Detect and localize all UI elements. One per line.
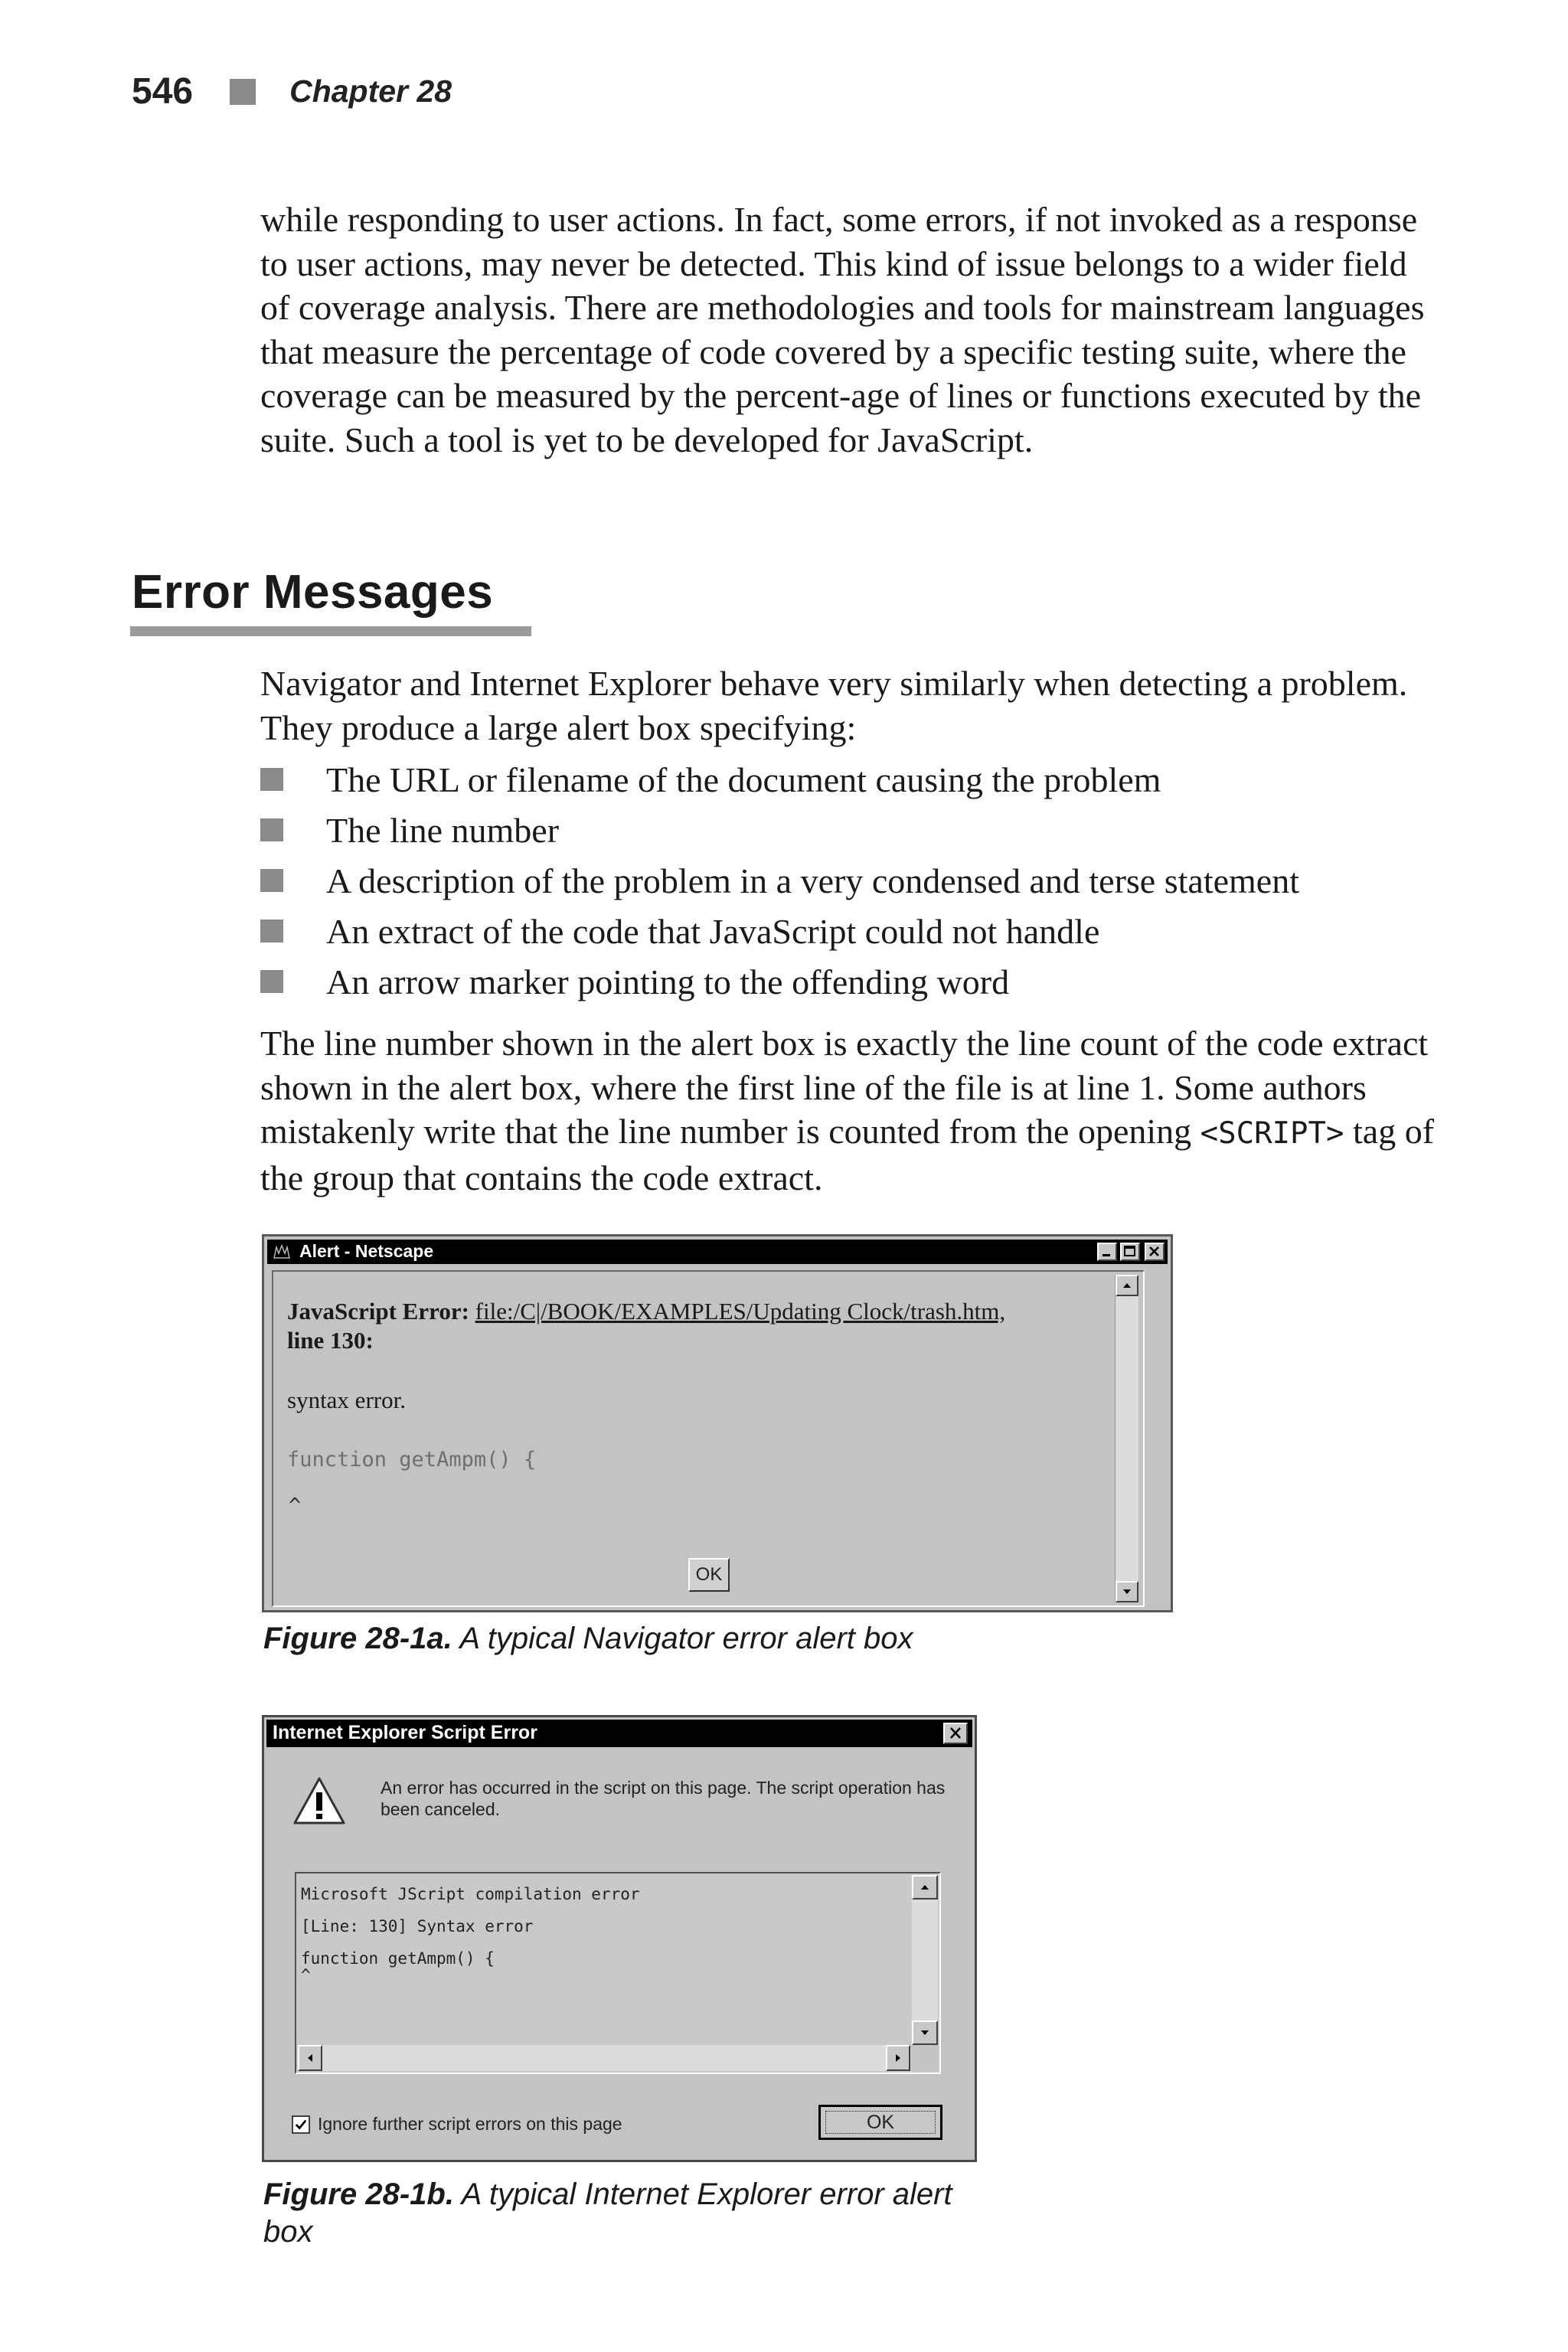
list-item-text: An arrow marker pointing to the offending word [326,962,1010,1001]
list-item [260,805,1455,855]
figure-caption [263,2176,998,2251]
arrow-down-icon [913,2022,936,2043]
bullet-square-icon [260,920,283,942]
ok-button-label: OK [825,2111,936,2134]
error-details-box[interactable] [295,1872,941,2074]
arrow-up-icon [1117,1276,1137,1295]
navigator-alert-body [272,1270,1145,1607]
list-item-text: An extract of the code that JavaScript could not handle [326,911,1100,951]
list-item [260,956,1455,1007]
scroll-up-button[interactable] [1116,1275,1138,1296]
scroll-down-button[interactable] [912,2020,938,2045]
header-square-icon [230,79,256,105]
scroll-right-button[interactable] [886,2045,910,2071]
bullet-square-icon [260,869,283,892]
figure-caption-text: A typical Internet Explorer error alert box [263,2177,952,2249]
close-icon [1146,1244,1163,1259]
ie-script-error-window [262,1715,977,2162]
minimize-button[interactable] [1097,1243,1117,1261]
heading-underline [130,626,531,636]
chapter-label: Chapter 28 [289,74,452,109]
details-line: function getAmpm() { [301,1949,495,1968]
arrow-up-icon [913,1877,936,1898]
navigator-window-title: Alert - Netscape [299,1241,434,1261]
warning-icon [292,1774,347,1829]
close-button[interactable] [943,1723,968,1744]
list-item-text: A description of the problem in a very condensed and terse statement [326,861,1299,900]
list-item-text: The URL or filename of the document causing the problem [326,760,1161,799]
details-line: Microsoft JScript compilation error [301,1885,640,1903]
code-extract: function getAmpm() { [287,1448,537,1472]
vertical-scrollbar[interactable] [1115,1275,1138,1602]
netscape-app-icon [272,1243,292,1261]
close-icon [945,1724,966,1743]
bullet-square-icon [260,768,283,791]
error-label: JavaScript Error: [287,1298,469,1325]
paragraph-text: tag of the group that contains the code extract. [260,1112,1435,1197]
section-heading: Error Messages [132,566,494,619]
arrow-down-icon [1117,1583,1137,1601]
list-item [260,754,1455,805]
navigator-alert-window [262,1234,1173,1612]
horizontal-scrollbar[interactable] [298,2045,910,2071]
figure-label: Figure 28-1b. [263,2177,454,2211]
ie-error-message: An error has occurred in the script on this page. The script operation has been canceled. [381,1778,946,1819]
error-details-text [301,1883,640,1987]
list-item-text: The line number [326,810,560,850]
error-message: syntax error. [287,1387,406,1413]
bullet-square-icon [260,818,283,841]
bullet-square-icon [260,970,283,993]
arrow-left-icon [299,2047,321,2069]
scroll-down-button[interactable] [1116,1581,1138,1602]
ie-titlebar[interactable] [266,1720,972,1747]
script-tag-code: <SCRIPT> [1200,1116,1344,1151]
figure-caption [263,1622,913,1656]
details-line: ^ [301,1966,311,1984]
ignore-errors-checkbox[interactable] [292,2115,310,2134]
intro-paragraph: while responding to user actions. In fact, some errors, if not invoked as a response to user actions, may never be detected. This kind of issue belongs to a wider field of coverage analysis. There are methodologies and tools for mainstream languages that measure the percentage of code covered by a specific testing suite, where the coverage can be measured by the percent-age of lines or functions executed by the suite. Such a tool is yet to be developed for JavaScript. [260,200,1425,459]
scrollbar-corner [912,2045,938,2071]
error-line-number: line 130: [287,1327,374,1354]
maximize-icon [1122,1244,1138,1259]
details-line: [Line: 130] Syntax error [301,1917,534,1936]
checkmark-icon [294,2118,308,2132]
list-item [260,906,1455,956]
line-number-paragraph [260,1021,1439,1200]
error-heading [287,1298,1005,1325]
page-header [132,70,452,113]
alert-contents-list [260,754,1455,1007]
vertical-scrollbar[interactable] [912,1875,938,2045]
scroll-left-button[interactable] [298,2045,322,2071]
ok-button[interactable]: OK [688,1558,730,1592]
navigator-titlebar[interactable] [267,1240,1168,1264]
ok-button[interactable] [818,2105,942,2140]
maximize-button[interactable] [1120,1243,1140,1261]
list-item [260,855,1455,906]
page-number: 546 [132,71,194,112]
alert-box-intro-paragraph: Navigator and Internet Explorer behave very similarly when detecting a problem. They produce a large alert box specifying: [260,664,1408,747]
minimize-icon [1099,1244,1116,1259]
arrow-right-icon [887,2047,909,2069]
close-button[interactable] [1145,1243,1165,1261]
figure-label: Figure 28-1a. [263,1622,452,1655]
error-caret: ^ [289,1494,302,1517]
scroll-up-button[interactable] [912,1875,938,1900]
error-file-link[interactable]: file:/C|/BOOK/EXAMPLES/Updating Clock/trash.htm, [475,1298,1006,1325]
figure-caption-text: A typical Navigator error alert box [452,1622,913,1655]
ignore-errors-label: Ignore further script errors on this page [318,2114,622,2134]
ie-window-title: Internet Explorer Script Error [273,1722,537,1743]
ignore-errors-option[interactable] [292,2114,622,2135]
paragraph-text: The line number shown in the alert box is exactly the line count of the code extract shown in the alert box, where the first line of the file is at line 1. Some authors mistakenly write that the line number is counted from the opening [260,1024,1429,1151]
